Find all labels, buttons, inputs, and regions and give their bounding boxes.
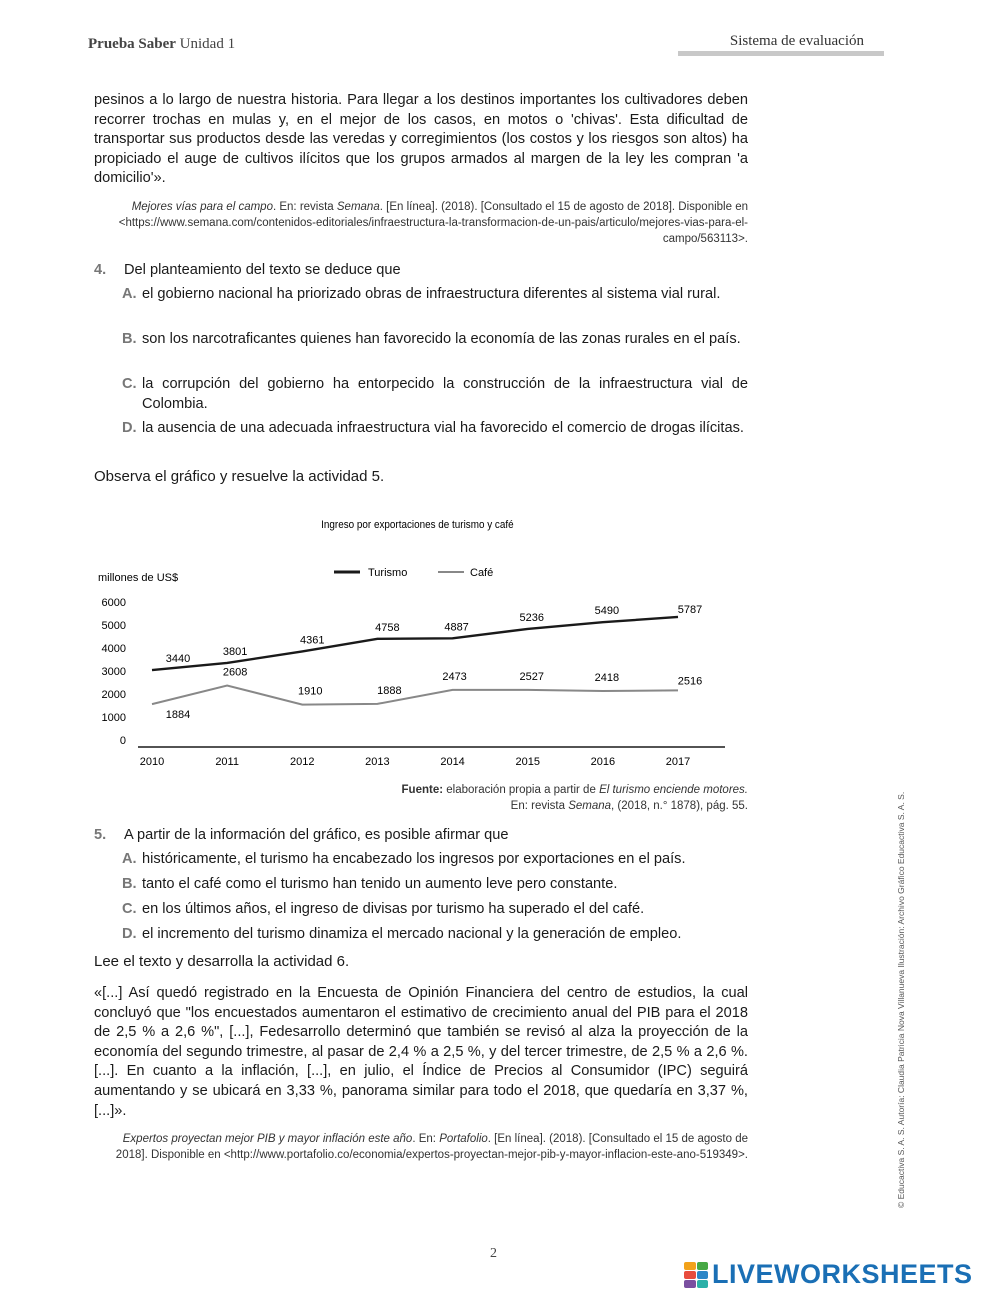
data-label: 5787	[677, 603, 703, 616]
legend-label-turismo: Turismo	[368, 567, 408, 579]
data-label: 3440	[165, 653, 191, 666]
data-label: 5490	[594, 605, 620, 618]
option-letter: A.	[122, 286, 137, 302]
header-section-title: Sistema de evaluación	[678, 33, 884, 56]
brand-logo[interactable]	[684, 1259, 973, 1290]
option-letter: C.	[122, 376, 137, 392]
data-label: 1884	[165, 709, 191, 722]
reading-2-paragraph: «[...] Así quedó registrado en la Encuesta de Opinión Financiera del centro de estudios, la cual concluyó que "los encuestados aumentaron el estimativo de crecimiento anual del PIB para el 2018 de 2,5 % a 2,6 %", [...], Fedesarrollo determinó que también se revisó al alza la proyección de la economía del segundo trimestre, al pasar de 2,4 % a 2,5 %, y del tercer trimestre, de 2,5 % a 2,6 %. [...]. En cuanto a la inflación, [...], en julio, el Índice de Precios al Consumidor (IPC) seguirá aumentando y se ubicará en 3,33 %, panorama similar para todo el 2018, que quedaría en 3,37 %, [...]».	[94, 985, 748, 1119]
data-label: 3801	[222, 645, 248, 658]
data-label: 2527	[519, 670, 544, 683]
y-tick-label: 3000	[101, 666, 126, 678]
option-letter: D.	[122, 926, 137, 942]
reading-1-citation: Mejores vías para el campo. En: revista Semana. [En línea]. (2018). [Consultado el 15 de agosto de 2018]. Disponible en <https://www.semana.com/contenidos-editoriales/infraestructura-la-transformacion-de-un-pais/articulo/mejores-vias-para-el-campo/563113>.	[118, 200, 748, 245]
x-tick-label: 2011	[215, 756, 239, 768]
worksheet-icon	[684, 1262, 708, 1288]
option-a[interactable]	[122, 284, 748, 304]
chart-title: Ingreso por exportaciones de turismo y café	[321, 519, 514, 532]
x-tick-label: 2016	[590, 756, 616, 768]
page-number: 2	[490, 1246, 497, 1261]
option-a[interactable]	[122, 849, 748, 869]
y-tick-label: 4000	[101, 643, 126, 655]
chart-svg	[88, 510, 748, 775]
question-4	[94, 260, 748, 280]
data-label: 2516	[677, 675, 703, 688]
option-d[interactable]	[122, 418, 748, 438]
chart-y-axis-label: millones de US$	[98, 572, 179, 584]
brand-name: LIVEWORKSHEETS	[712, 1259, 973, 1289]
instruction-5: Observa el gráfico y resuelve la actividad 5.	[94, 468, 385, 485]
chart-source: Fuente: elaboración propia a partir de El turismo enciende motores. En: revista Semana, (2018, n.° 1878), pág. 55.	[401, 784, 748, 812]
series-line-turismo	[152, 617, 678, 670]
question-number: 4.	[94, 262, 107, 278]
header-unit-title: Prueba Saber Unidad 1	[88, 36, 236, 52]
option-text: en los últimos años, el ingreso de divisas por turismo ha superado el del café.	[142, 901, 645, 917]
question-number: 5.	[94, 827, 107, 843]
x-tick-label: 2015	[515, 756, 540, 768]
option-letter: B.	[122, 876, 137, 892]
y-tick-label: 1000	[101, 712, 126, 724]
option-text: son los narcotraficantes quienes han favorecido la economía de las zonas rurales en el país.	[142, 331, 741, 347]
option-letter: D.	[122, 420, 137, 436]
option-b[interactable]	[122, 874, 748, 894]
x-tick-label: 2012	[290, 756, 315, 768]
option-text: el gobierno nacional ha priorizado obras de infraestructura diferentes al sistema vial rural.	[142, 286, 721, 302]
data-label: 4758	[375, 621, 400, 634]
side-credit: © Educactiva S. A. S. Autoría: Claudia Patricia Nova Villanueva Ilustración: Archivo Gráfico Educactiva S. A. S.	[896, 791, 906, 1208]
option-d[interactable]	[122, 924, 748, 944]
option-text: históricamente, el turismo ha encabezado los ingresos por exportaciones en el país.	[142, 851, 686, 867]
x-tick-label: 2014	[440, 756, 465, 768]
data-label: 5236	[519, 611, 544, 624]
reading-1-paragraph: pesinos a lo largo de nuestra historia. Para llegar a los destinos importantes los cultivadores deben recorrer trochas en mulas y, en el mejor de los casos, en motos o 'chivas'. Esta dificultad de transportar sus productos desde las veredas y corregimientos (los costos y los riesgos son altos) ha propiciado el auge de cultivos ilícitos que los grupos armados al margen de la ley les compran 'a domicilio'».	[94, 92, 748, 187]
question-stem: Del planteamiento del texto se deduce que	[124, 262, 401, 278]
x-tick-label: 2013	[365, 756, 390, 768]
option-letter: A.	[122, 851, 137, 867]
option-letter: B.	[122, 331, 137, 347]
instruction-6: Lee el texto y desarrolla la actividad 6.	[94, 953, 350, 970]
data-label: 2418	[594, 672, 620, 685]
data-label: 2608	[222, 666, 248, 679]
question-5	[94, 825, 748, 845]
data-label: 4887	[444, 621, 469, 634]
y-tick-label: 2000	[101, 689, 126, 701]
reading-2	[94, 984, 748, 1163]
y-tick-label: 0	[119, 735, 126, 747]
reading-2-citation: Expertos proyectan mejor PIB y mayor inflación este año. En: Portafolio. [En línea]. (2018). [Consultado el 15 de agosto de 2018]. Disponible en <http://www.portafolio.co/economia/expertos-proyectan-mejor-pib-y-mayor-inflacion-este-ano-519349>.	[115, 1133, 748, 1162]
x-tick-label: 2017	[665, 756, 691, 768]
chart	[88, 510, 748, 775]
chart-legend	[334, 567, 493, 579]
option-c[interactable]	[122, 374, 748, 414]
y-tick-label: 5000	[101, 620, 126, 632]
option-letter: C.	[122, 901, 137, 917]
option-b[interactable]	[122, 329, 748, 349]
chart-plot	[102, 597, 725, 768]
question-stem: A partir de la información del gráfico, es posible afirmar que	[124, 827, 509, 843]
data-label: 1888	[377, 684, 402, 697]
option-text: el incremento del turismo dinamiza el mercado nacional y la generación de empleo.	[142, 926, 682, 942]
reading-1	[94, 91, 748, 247]
option-text: la ausencia de una adecuada infraestructura vial ha favorecido el comercio de drogas ilícitas.	[142, 420, 744, 436]
legend-label-cafe: Café	[470, 567, 494, 579]
data-label: 1910	[298, 685, 323, 698]
option-text: la corrupción del gobierno ha entorpecido la construcción de la infraestructura vial de Colombia.	[142, 376, 748, 412]
y-tick-label: 6000	[101, 597, 126, 609]
data-label: 2473	[442, 670, 467, 683]
option-c[interactable]	[122, 899, 748, 919]
series-line-caf	[152, 685, 678, 704]
option-text: tanto el café como el turismo han tenido un aumento leve pero constante.	[142, 876, 618, 892]
data-label: 4361	[300, 634, 325, 647]
x-tick-label: 2010	[139, 756, 165, 768]
